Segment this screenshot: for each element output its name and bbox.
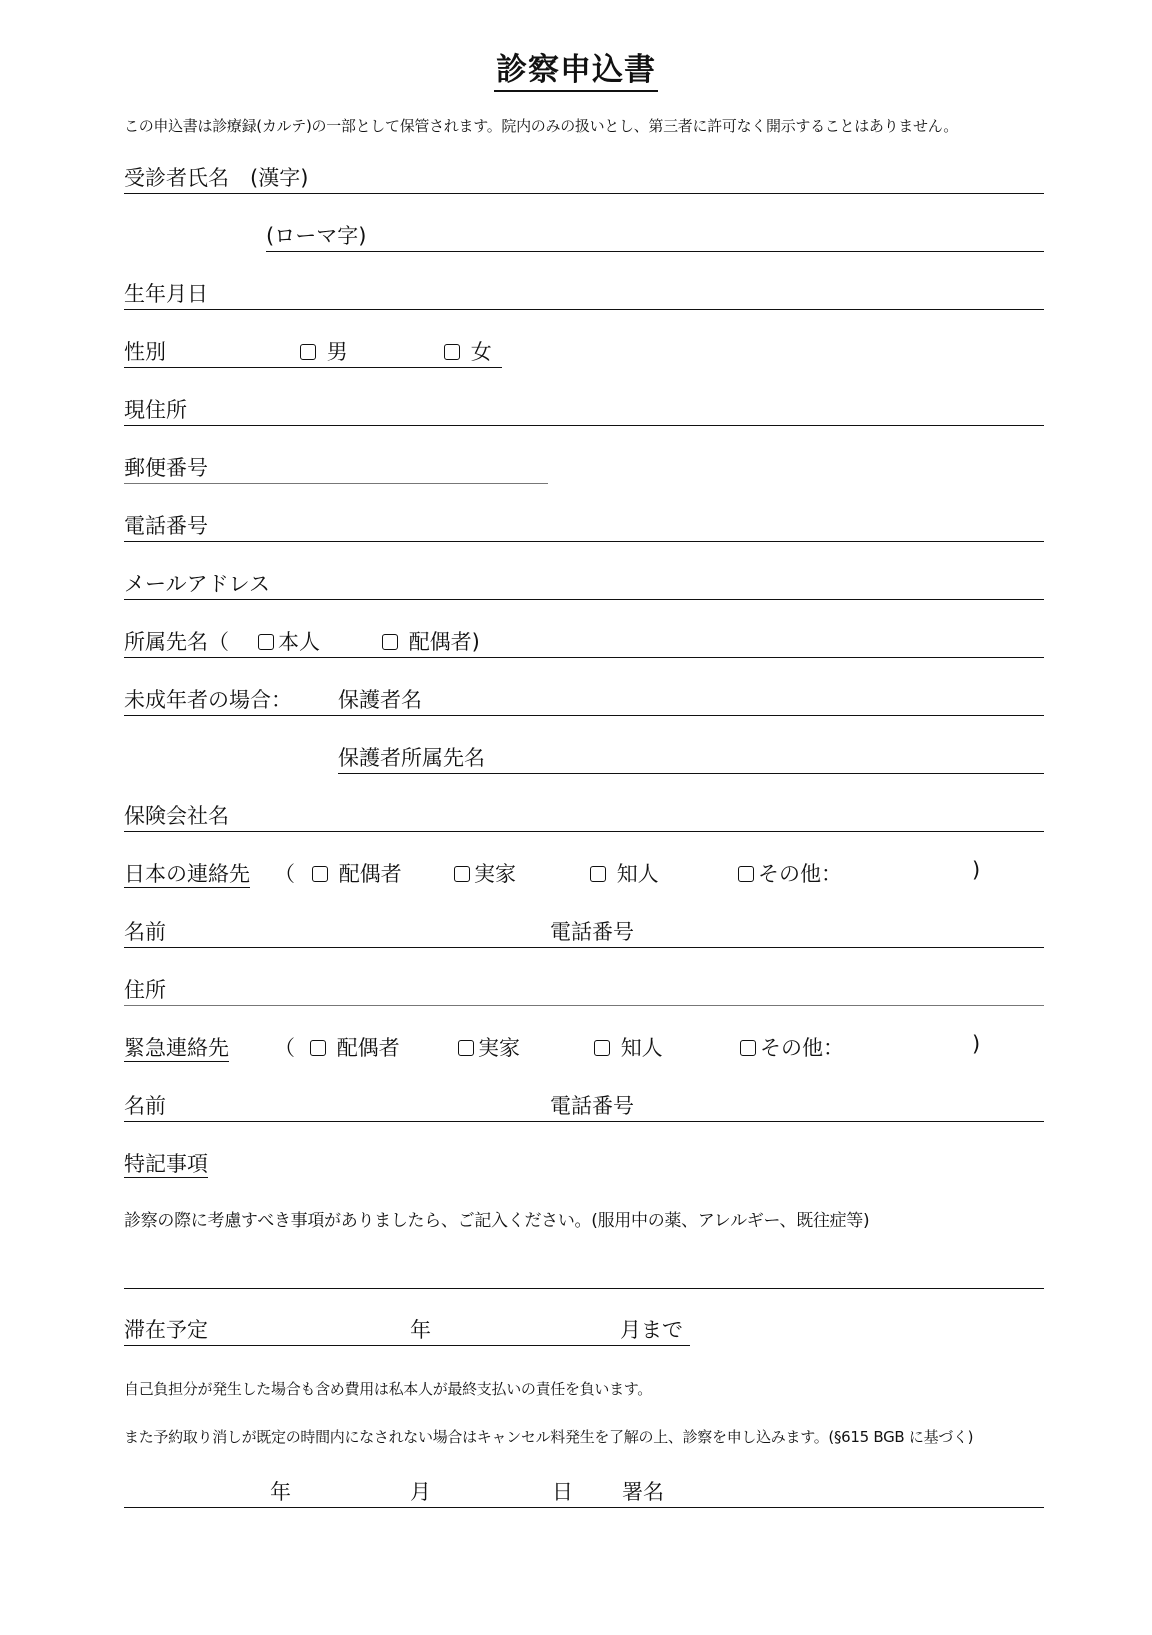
affiliation-spouse-checkbox[interactable]: [382, 634, 398, 650]
gender-male-label: 男: [326, 340, 348, 364]
gender-female-checkbox[interactable]: [444, 344, 460, 360]
notes-heading-text: 特記事項: [124, 1152, 208, 1176]
emergency-paren-open: （: [274, 1036, 295, 1060]
name-kanji-label: 受診者氏名 (漢字): [124, 166, 309, 190]
guardian-name-field[interactable]: [124, 715, 1044, 716]
jp-contact-address-field[interactable]: [124, 1005, 1044, 1006]
phone-field[interactable]: [124, 541, 1044, 542]
form-title-text: 診察申込書: [494, 52, 658, 92]
jp-contact-address-label: 住所: [124, 978, 166, 1002]
signature-day-label: 日: [552, 1480, 573, 1504]
emergency-phone-label: 電話番号: [550, 1094, 634, 1118]
name-roman-field[interactable]: [266, 251, 1044, 252]
affiliation-self-checkbox[interactable]: [258, 634, 274, 650]
jp-contact-other-option[interactable]: [738, 858, 842, 888]
email-label: メールアドレス: [124, 572, 270, 596]
emergency-spouse-option[interactable]: [310, 1032, 400, 1062]
postal-field[interactable]: [124, 483, 548, 484]
form-title: [0, 44, 1152, 89]
gender-female-option[interactable]: [444, 336, 492, 366]
affiliation-self-label: 本人: [278, 630, 320, 654]
affiliation-field[interactable]: [124, 657, 1044, 658]
jp-contact-acquaintance-checkbox[interactable]: [590, 866, 606, 882]
phone-label: 電話番号: [124, 514, 208, 538]
affiliation-label: 所属先名（: [124, 630, 229, 654]
guardian-name-label: 保護者名: [338, 688, 422, 712]
cancellation-statement: また予約取り消しが既定の時間内になされない場合はキャンセル料発生を了解の上、診察を申し込みます。(§615 BGB に基づく): [124, 1428, 974, 1446]
signature-year-label: 年: [270, 1480, 291, 1504]
jp-contact-family-checkbox[interactable]: [454, 866, 470, 882]
affiliation-spouse-label: 配偶者): [408, 630, 480, 654]
emergency-family-label: 実家: [478, 1036, 520, 1060]
notes-instructions: 診察の際に考慮すべき事項がありましたら、ご記入ください。(服用中の薬、アレルギー、既往症等): [124, 1211, 870, 1231]
stay-field[interactable]: [124, 1345, 690, 1346]
emergency-acquaintance-option[interactable]: [594, 1032, 663, 1062]
gender-male-option[interactable]: [300, 336, 348, 366]
insurance-field[interactable]: [124, 831, 1044, 832]
jp-contact-family-option[interactable]: [454, 858, 516, 888]
jp-contact-other-label: その他：: [758, 862, 842, 886]
emergency-spouse-label: 配偶者: [336, 1036, 400, 1060]
jp-contact-name-phone-field[interactable]: [124, 947, 1044, 948]
emergency-other-option[interactable]: [740, 1032, 844, 1062]
jp-contact-paren-open: （: [274, 862, 295, 886]
emergency-acquaintance-label: 知人: [620, 1036, 663, 1060]
birthdate-label: 生年月日: [124, 282, 208, 306]
liability-statement: 自己負担分が発生した場合も含め費用は私本人が最終支払いの責任を負います。: [124, 1380, 653, 1398]
emergency-paren-close: ): [972, 1032, 981, 1056]
affiliation-self-option[interactable]: [258, 626, 320, 656]
address-label: 現住所: [124, 398, 187, 422]
jp-contact-label-text: 日本の連絡先: [124, 862, 250, 886]
jp-contact-paren-close: ): [972, 858, 981, 882]
birthdate-field[interactable]: [124, 309, 1044, 310]
affiliation-spouse-option[interactable]: [382, 626, 480, 656]
guardian-affiliation-field[interactable]: [338, 773, 1044, 774]
jp-contact-spouse-label: 配偶者: [338, 862, 402, 886]
stay-until-label: 月まで: [620, 1318, 683, 1342]
gender-male-checkbox[interactable]: [300, 344, 316, 360]
signature-field[interactable]: [124, 1507, 1044, 1508]
guardian-affiliation-label: 保護者所属先名: [338, 746, 485, 770]
address-field[interactable]: [124, 425, 1044, 426]
gender-underline: [124, 367, 502, 368]
stay-label: 滞在予定: [124, 1318, 208, 1342]
insurance-label: 保険会社名: [124, 804, 229, 828]
emergency-other-checkbox[interactable]: [740, 1040, 756, 1056]
jp-contact-spouse-option[interactable]: [312, 858, 402, 888]
gender-female-label: 女: [470, 340, 492, 364]
jp-contact-family-label: 実家: [474, 862, 516, 886]
gender-label: 性別: [124, 340, 166, 364]
jp-contact-spouse-checkbox[interactable]: [312, 866, 328, 882]
emergency-other-label: その他：: [760, 1036, 844, 1060]
emergency-label-text: 緊急連絡先: [124, 1036, 229, 1060]
jp-contact-other-checkbox[interactable]: [738, 866, 754, 882]
privacy-notice: この申込書は診療録(カルテ)の一部として保管されます。院内のみの扱いとし、第三者に許可なく開示することはありません。: [124, 117, 959, 135]
email-field[interactable]: [124, 599, 1044, 600]
jp-contact-name-label: 名前: [124, 920, 166, 944]
postal-label: 郵便番号: [124, 456, 208, 480]
notes-field[interactable]: [124, 1288, 1044, 1289]
jp-contact-label: [124, 858, 250, 888]
name-roman-label: (ローマ字): [266, 224, 367, 248]
jp-contact-phone-label: 電話番号: [550, 920, 634, 944]
jp-contact-acquaintance-option[interactable]: [590, 858, 659, 888]
minor-label: 未成年者の場合：: [124, 688, 292, 712]
signature-name-label: 署名: [622, 1480, 664, 1504]
emergency-family-option[interactable]: [458, 1032, 520, 1062]
jp-contact-acquaintance-label: 知人: [616, 862, 659, 886]
emergency-acquaintance-checkbox[interactable]: [594, 1040, 610, 1056]
name-kanji-field[interactable]: [124, 193, 1044, 194]
emergency-label: [124, 1032, 229, 1062]
signature-month-label: 月: [410, 1480, 431, 1504]
notes-heading: [124, 1148, 208, 1178]
emergency-spouse-checkbox[interactable]: [310, 1040, 326, 1056]
emergency-name-phone-field[interactable]: [124, 1121, 1044, 1122]
emergency-family-checkbox[interactable]: [458, 1040, 474, 1056]
emergency-name-label: 名前: [124, 1094, 166, 1118]
stay-year-label: 年: [410, 1318, 431, 1342]
